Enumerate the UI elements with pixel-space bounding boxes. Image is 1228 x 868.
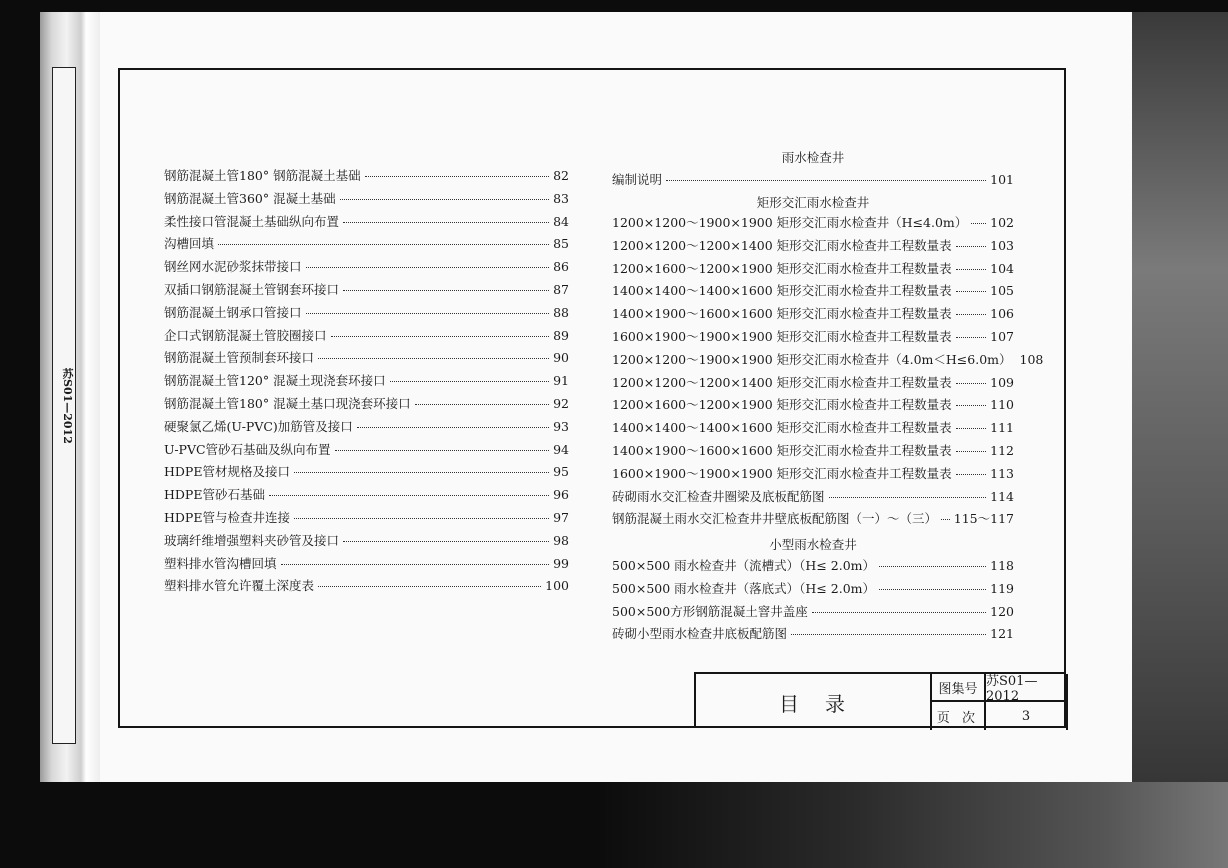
dot-leader [281,564,550,565]
toc-entry[interactable] [164,440,569,458]
toc-entry[interactable] [612,327,1014,345]
toc-entry-page: 90 [553,350,569,366]
toc-entry-page: 100 [545,578,569,594]
toc-entry-label: 钢筋混凝土雨水交汇检查井井壁底板配筋图（一）～（三） [612,511,938,527]
toc-entry-page: 104 [990,260,1014,276]
dot-leader [829,497,987,498]
toc-entry-label: 硬聚氯乙烯(U-PVC)加筋管及接口 [164,418,353,434]
toc-entry-page: 89 [553,327,569,343]
dot-leader [343,541,549,542]
toc-entry[interactable] [612,602,1014,620]
toc-entry-label: 玻璃纤维增强塑料夹砂管及接口 [164,532,340,548]
dot-leader [357,427,549,428]
atlas-number-label: 图集号 [932,674,986,702]
dot-leader [666,180,986,181]
dot-leader [340,199,550,200]
toc-entry-page: 115～117 [953,511,1014,527]
toc-entry-label: 砖砌小型雨水检查井底板配筋图 [612,626,788,642]
toc-entry[interactable] [164,166,569,184]
toc-entry[interactable] [612,281,1014,299]
dot-leader [956,383,986,384]
toc-entry[interactable] [612,418,1014,436]
toc-entry-page: 118 [990,558,1014,573]
dot-leader [306,267,550,268]
toc-entry-label: U-PVC管砂石基础及纵向布置 [164,441,331,457]
toc-entry[interactable] [612,441,1014,459]
toc-entry-page: 101 [990,172,1014,187]
toc-entry[interactable] [164,212,569,230]
dot-leader [956,474,986,475]
toc-entry-label: 500×500 雨水检查井（落底式）（H≤ 2.0m） [612,580,875,596]
dot-leader [415,404,550,405]
toc-entry[interactable] [612,579,1014,597]
dot-leader [812,612,986,613]
toc-entry-page: 95 [553,464,569,480]
toc-entry-page: 98 [553,532,569,548]
toc-entry[interactable] [612,170,1014,188]
toc-entry-page: 113 [990,465,1014,481]
page-edge-shadow [1132,12,1228,868]
page-number-value: 3 [986,702,1068,730]
toc-entry-page: 97 [553,510,569,525]
heading-rect-junction-well: 矩形交汇雨水检查井 [756,195,870,210]
toc-entry-page: 109 [990,374,1014,390]
dot-leader [956,428,986,429]
toc-entry-page: 93 [553,418,569,434]
toc-entry-page: 114 [990,488,1014,504]
dot-leader [956,405,986,406]
toc-entry-page: 105 [990,283,1014,299]
toc-entry[interactable] [164,257,569,275]
toc-entry[interactable] [164,234,569,252]
dot-leader [343,222,549,223]
binding-strip [52,67,76,744]
toc-entry[interactable] [612,395,1014,413]
page-number-label: 页 次 [932,702,986,730]
toc-entry-label: 钢丝网水泥砂浆抹带接口 [164,259,302,275]
toc-entry-page: 107 [990,329,1014,344]
toc-entry-label: 塑料排水管沟槽回填 [164,555,277,571]
dot-leader [335,450,550,451]
toc-entry-page: 120 [990,603,1014,619]
toc-entry[interactable] [612,304,1014,322]
toc-entry-label: HDPE管与检查井连接 [164,510,290,525]
toc-entry-page: 94 [553,441,569,457]
toc-entry-page: 111 [990,420,1014,436]
dot-leader [941,519,950,520]
toc-entry-page: 110 [990,397,1014,413]
heading-small-well: 小型雨水检查井 [769,537,857,552]
toc-entry[interactable] [164,531,569,549]
dot-leader [971,223,986,224]
toc-entry-page: 102 [990,215,1014,230]
toc-entry-page: 83 [553,190,569,206]
dot-leader [331,336,550,337]
toc-entry-label: 1200×1600～1200×1900 矩形交汇雨水检查井工程数量表 [612,397,952,413]
atlas-number-value: 苏S01—2012 [986,674,1068,702]
toc-entry-page: 85 [553,236,569,252]
dot-leader [956,337,986,338]
dot-leader [956,314,986,315]
toc-entry-label: 1200×1200～1200×1400 矩形交汇雨水检查井工程数量表 [612,374,952,390]
toc-entry-label: 钢筋混凝土管180° 钢筋混凝土基础 [164,168,361,183]
toc-entry[interactable] [612,624,1014,642]
toc-entry[interactable] [164,326,569,344]
toc-entry-label: 1400×1400～1400×1600 矩形交汇雨水检查井工程数量表 [612,420,952,436]
toc-entry-label: 1200×1200～1200×1400 矩形交汇雨水检查井工程数量表 [612,237,952,253]
dot-leader [365,176,550,177]
dot-leader [318,358,549,359]
toc-entry[interactable] [612,236,1014,254]
toc-entry-label: 砖砌雨水交汇检查井圈梁及底板配筋图 [612,488,825,504]
toc-entry-label: 沟槽回填 [164,236,215,252]
dot-leader [956,291,986,292]
title-block-title: 目录 [696,674,932,730]
toc-entry-label: 钢筋混凝土管180° 混凝土基口现浇套环接口 [164,396,411,411]
toc-entry-page: 87 [553,282,569,297]
binding-strip-area [40,12,106,782]
toc-entry-label: 双插口钢筋混凝土管钢套环接口 [164,282,340,297]
toc-entry[interactable] [612,259,1014,277]
toc-entry-label: 钢筋混凝土管120° 混凝土现浇套环接口 [164,373,386,389]
toc-entry-page: 119 [990,580,1014,596]
heading-rainwater-inspection-well: 雨水检查井 [781,150,845,165]
dot-leader [956,246,986,247]
dot-leader [318,586,541,587]
toc-entry[interactable] [164,394,569,412]
dot-leader [294,518,549,519]
toc-entry[interactable] [612,350,1044,368]
toc-entry[interactable] [164,485,569,503]
toc-entry[interactable] [164,371,569,389]
toc-entry[interactable] [164,576,569,594]
binding-strip-text: 苏S01—2012 [61,368,74,444]
toc-entry-label: 塑料排水管允许覆土深度表 [164,578,315,594]
toc-entry-page: 86 [553,259,569,275]
toc-entry[interactable] [612,464,1014,482]
dot-leader [343,290,549,291]
toc-entry-page: 84 [553,213,569,229]
toc-entry-label: 编制说明 [612,172,663,187]
toc-entry-label: HDPE管材规格及接口 [164,464,290,480]
toc-entry[interactable] [612,509,1014,527]
toc-entry[interactable] [164,280,569,298]
toc-entry-page: 88 [553,304,569,320]
toc-entry-page: 96 [553,487,569,503]
toc-entry-label: 钢筋混凝土管360° 混凝土基础 [164,190,336,206]
scan-noise [600,782,1228,868]
toc-entry-label: 钢筋混凝土管预制套环接口 [164,350,315,366]
dot-leader [306,313,550,314]
toc-entry[interactable] [164,348,569,366]
toc-entry[interactable] [164,189,569,207]
toc-entry-label: 柔性接口管混凝土基础纵向布置 [164,213,340,229]
toc-entry-label: 1600×1900～1900×1900 矩形交汇雨水检查井工程数量表 [612,465,952,481]
dot-leader [879,566,986,567]
toc-entry-label: 500×500方形钢筋混凝土窨井盖座 [612,603,808,619]
toc-entry-label: 1200×1600～1200×1900 矩形交汇雨水检查井工程数量表 [612,260,952,276]
toc-entry[interactable] [164,462,569,480]
toc-entry-label: HDPE管砂石基础 [164,487,265,503]
toc-entry-page: 82 [553,168,569,183]
toc-entry-page: 108 [1019,351,1044,367]
toc-entry[interactable] [612,556,1014,574]
toc-entry[interactable] [164,417,569,435]
toc-entry-label: 1600×1900～1900×1900 矩形交汇雨水检查井工程数量表 [612,329,952,344]
dot-leader [956,451,986,452]
toc-entry-page: 112 [990,443,1014,458]
toc-entry[interactable] [612,213,1014,231]
dot-leader [269,495,549,496]
toc-entry-page: 99 [553,555,569,571]
toc-entry-page: 121 [990,626,1014,642]
toc-entry-label: 500×500 雨水检查井（流槽式）（H≤ 2.0m） [612,558,875,573]
toc-entry-label: 1200×1200～1900×1900 矩形交汇雨水检查井（4.0m＜H≤6.0m） [612,351,1012,367]
dot-leader [294,472,549,473]
toc-entry-page: 92 [553,396,569,411]
toc-entry-page: 91 [553,373,569,389]
toc-entry-label: 1400×1900～1600×1600 矩形交汇雨水检查井工程数量表 [612,443,952,458]
toc-entry-page: 103 [990,237,1014,253]
toc-entry-label: 1200×1200～1900×1900 矩形交汇雨水检查井（H≤4.0m） [612,215,968,230]
title-block [694,672,1066,728]
toc-entry-label: 钢筋混凝土钢承口管接口 [164,304,302,320]
dot-leader [390,381,550,382]
toc-entry-label: 企口式钢筋混凝土管胶圈接口 [164,327,327,343]
toc-entry[interactable] [612,373,1014,391]
dot-leader [879,589,986,590]
toc-entry[interactable] [164,508,569,526]
dot-leader [218,244,549,245]
toc-entry-label: 1400×1400～1400×1600 矩形交汇雨水检查井工程数量表 [612,283,952,299]
toc-entry[interactable] [164,303,569,321]
dot-leader [956,269,986,270]
toc-entry-label: 1400×1900～1600×1600 矩形交汇雨水检查井工程数量表 [612,306,952,322]
dot-leader [791,634,986,635]
toc-entry[interactable] [612,487,1014,505]
toc-entry[interactable] [164,554,569,572]
toc-entry-page: 106 [990,306,1014,322]
